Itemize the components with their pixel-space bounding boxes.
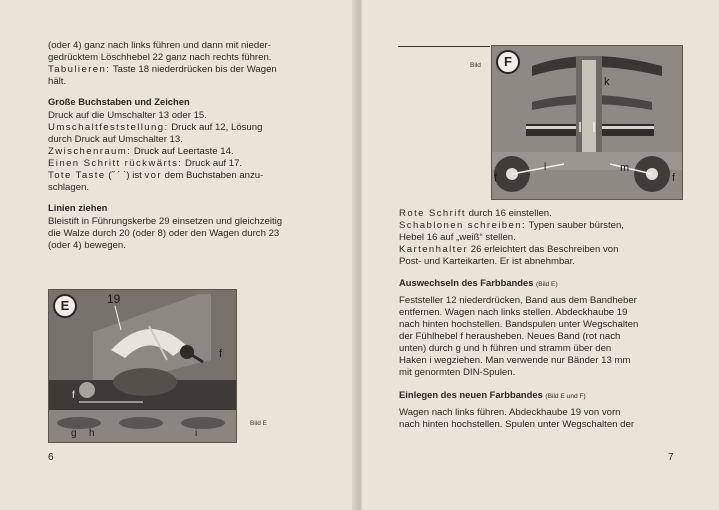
- label-19: 19: [107, 292, 121, 306]
- figure-e-caption: Bild E: [250, 420, 267, 427]
- heading-einlegen: [399, 389, 677, 403]
- page-number-right: 7: [668, 452, 674, 463]
- tabulieren-line: [48, 64, 326, 76]
- umschalt-line: [48, 122, 326, 134]
- text-line: gedrücktem Löschhebel 22 ganz nach rechts führen.: [48, 52, 272, 63]
- text-line: Bleistift in Führungskerbe 29 einsetzen und gleichzeitig: [48, 216, 283, 227]
- text: (˝ ´ `) ist: [105, 170, 145, 181]
- text-line: nach hinten hochstellen. Bandspulen unter Wegschalten: [399, 319, 639, 330]
- text: durch 16 einstellen.: [465, 208, 552, 219]
- text: Druck auf 12, Lösung: [168, 122, 263, 133]
- top-rule: [398, 46, 490, 47]
- figure-ref: (Bild E): [536, 281, 558, 288]
- text-line: Druck auf die Umschalter 13 oder 15.: [48, 110, 207, 121]
- text-line: nach hinten hochstellen. Spulen unter Wegschalten der: [399, 419, 635, 430]
- heading-grosse-buchstaben: Große Buchstaben und Zeichen: [48, 96, 190, 107]
- rote-line: [399, 208, 677, 220]
- text-line: die Walze durch 20 (oder 8) oder den Wagen durch 23: [48, 228, 280, 239]
- label-f-left: f: [494, 172, 498, 184]
- term: Kartenhalter: [399, 244, 469, 255]
- label-f-right: f: [672, 172, 676, 184]
- text-line: hält.: [48, 76, 67, 87]
- text-line: Post- und Karteikarten. Er ist abnehmbar.: [399, 256, 575, 267]
- text-line: (oder 4) bewegen.: [48, 240, 126, 251]
- term: Tabulieren:: [48, 64, 111, 75]
- right-page: [361, 0, 719, 510]
- term: Tote Taste: [48, 170, 106, 181]
- text-line: entfernen. Wagen nach links stellen. Abdeckhaube 19: [399, 307, 628, 318]
- emphasis: vor: [144, 170, 162, 181]
- label-f-small: f: [72, 390, 75, 401]
- typewriter-illustration: [49, 290, 236, 442]
- label-l: l: [544, 162, 547, 173]
- label-i: i: [195, 428, 198, 439]
- label-f: f: [219, 348, 223, 360]
- figure-letter-badge: F: [496, 50, 520, 74]
- text: dem Buchstaben anzu-: [162, 170, 264, 181]
- text-line: der Fühlhebel f herausheben. Neues Band (rot nach: [399, 331, 621, 342]
- term: Einen Schritt rückwärts:: [48, 158, 183, 169]
- text-line: mit genormten DIN-Spulen.: [399, 367, 516, 378]
- figure-f: [491, 45, 683, 200]
- label-h: h: [89, 428, 95, 439]
- term: Schablonen schreiben:: [399, 220, 527, 231]
- text-line: Hebel 16 auf „weiß“ stellen.: [399, 232, 516, 243]
- page-number-left: 6: [48, 452, 54, 463]
- figure-f-caption: Bild: [470, 62, 481, 69]
- text: Taste 18 niederdrücken bis der Wagen: [110, 64, 277, 75]
- term: Rote Schrift: [399, 208, 466, 219]
- karten-line: [399, 244, 677, 256]
- text-line: Haken i wegziehen. Man verwende nur Bänder 13 mm: [399, 355, 631, 366]
- term: Zwischenraum:: [48, 146, 132, 157]
- schritt-line: [48, 158, 326, 170]
- text-line: schlagen.: [48, 182, 90, 193]
- term: Umschaltfeststellung:: [48, 122, 169, 133]
- text-line: unten) durch g und h führen und stramm über den: [399, 343, 612, 354]
- zwischen-line: [48, 146, 326, 158]
- tote-line: [48, 170, 326, 182]
- text-line: durch Druck auf Umschalter 13.: [48, 134, 183, 145]
- left-page: [0, 0, 358, 510]
- schablonen-line: [399, 220, 677, 232]
- label-k: k: [604, 76, 610, 88]
- heading-linien-ziehen: Linien ziehen: [48, 202, 108, 213]
- text-line: (oder 4) ganz nach links führen und dann mit nieder-: [48, 40, 271, 51]
- text: Druck auf Leertaste 14.: [131, 146, 234, 157]
- text-line: Feststeller 12 niederdrücken, Band aus dem Bandheber: [399, 295, 637, 306]
- heading-auswechseln: [399, 277, 677, 291]
- label-g: g: [71, 428, 77, 439]
- ribbon-illustration: [492, 46, 682, 199]
- heading-text: Auswechseln des Farbbandes: [399, 277, 534, 288]
- text: Druck auf 17.: [182, 158, 243, 169]
- figure-e: [48, 289, 237, 443]
- text-line: Wagen nach links führen. Abdeckhaube 19 von vorn: [399, 407, 621, 418]
- left-top-text: [48, 40, 326, 252]
- label-m: m: [620, 162, 630, 174]
- figure-ref: (Bild E und F): [545, 393, 586, 400]
- heading-text: Einlegen des neuen Farbbandes: [399, 389, 543, 400]
- right-text: [399, 208, 677, 431]
- figure-letter-badge: E: [53, 294, 77, 318]
- text: 26 erleichtert das Beschreiben von: [468, 244, 619, 255]
- text: Typen sauber bürsten,: [526, 220, 624, 231]
